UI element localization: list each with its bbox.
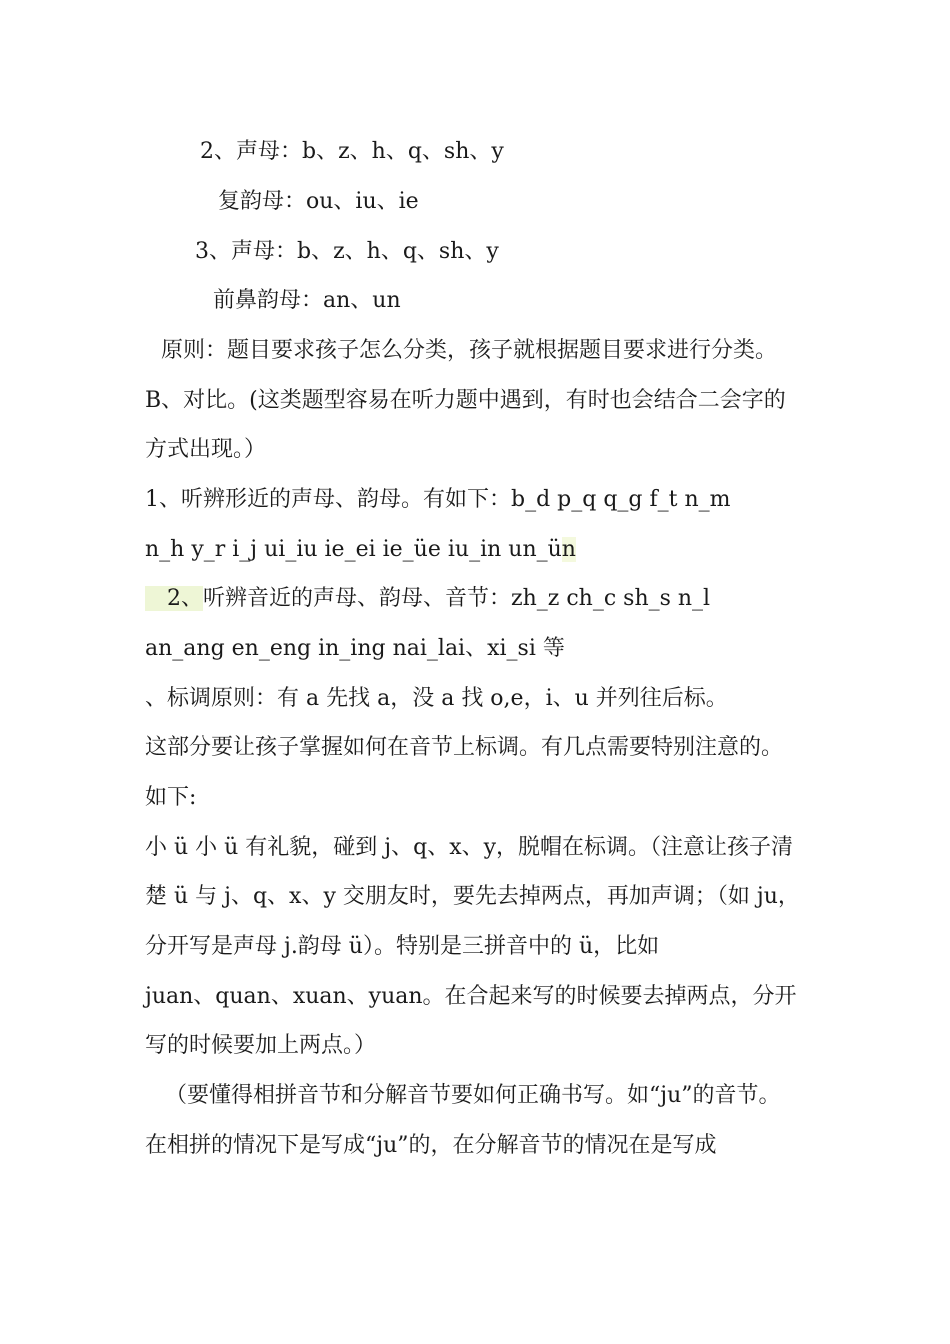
text-line: （要懂得相拼音节和分解音节要如何正确书写。如“ju”的音节。 — [165, 1083, 781, 1108]
highlighted-text: n — [561, 537, 576, 562]
text-line — [145, 584, 710, 614]
text-segment: n_h y_r i_j ui_iu ie_ei ie_üe iu_in un_ü — [145, 537, 562, 562]
text-line: an_ang en_eng in_ing nai_lai、xi_si 等 — [145, 636, 565, 661]
text-line: 在相拼的情况下是写成“ju”的，在分解音节的情况在是写成 — [145, 1133, 717, 1158]
text-line: 如下: — [145, 785, 197, 810]
highlighted-text: 2、 — [145, 586, 203, 611]
text-line: 复韵母：ou、iu、ie — [218, 189, 419, 214]
text-line: 2、声母：b、z、h、q、sh、y — [200, 139, 504, 164]
text-line: 这部分要让孩子掌握如何在音节上标调。有几点需要特别注意的。 — [145, 735, 784, 760]
text-line: 分开写是声母 j.韵母 ü）。特别是三拼音中的 ü，比如 — [145, 934, 660, 959]
text-line: 1、听辨形近的声母、韵母。有如下：b_d p_q q_g f_t n_m — [145, 487, 731, 512]
text-line: 、标调原则：有 a 先找 a，没 a 找 o,e，i、u 并列往后标。 — [145, 686, 728, 711]
text-line: 写的时候要加上两点。） — [145, 1033, 377, 1058]
text-line: 原则：题目要求孩子怎么分类，孩子就根据题目要求进行分类。 — [161, 338, 778, 363]
text-line: 楚 ü 与 j、q、x、y 交朋友时，要先去掉两点，再加声调；（如 ju， — [145, 884, 800, 909]
text-line: 方式出现。） — [145, 437, 267, 462]
text-line: juan、quan、xuan、yuan。在合起来写的时候要去掉两点，分开 — [145, 984, 797, 1009]
text-line: 3、声母：b、z、h、q、sh、y — [195, 239, 499, 264]
text-line — [145, 535, 576, 565]
text-line: 小 ü 小 ü 有礼貌，碰到 j、q、x、y，脱帽在标调。（注意让孩子清 — [145, 835, 794, 860]
text-line: 前鼻韵母：an、un — [213, 288, 401, 313]
text-segment: 听辨音近的声母、韵母、音节：zh_z ch_c sh_s n_l — [203, 586, 711, 611]
text-line: B、对比。(这类题型容易在听力题中遇到，有时也会结合二会字的 — [145, 388, 786, 413]
